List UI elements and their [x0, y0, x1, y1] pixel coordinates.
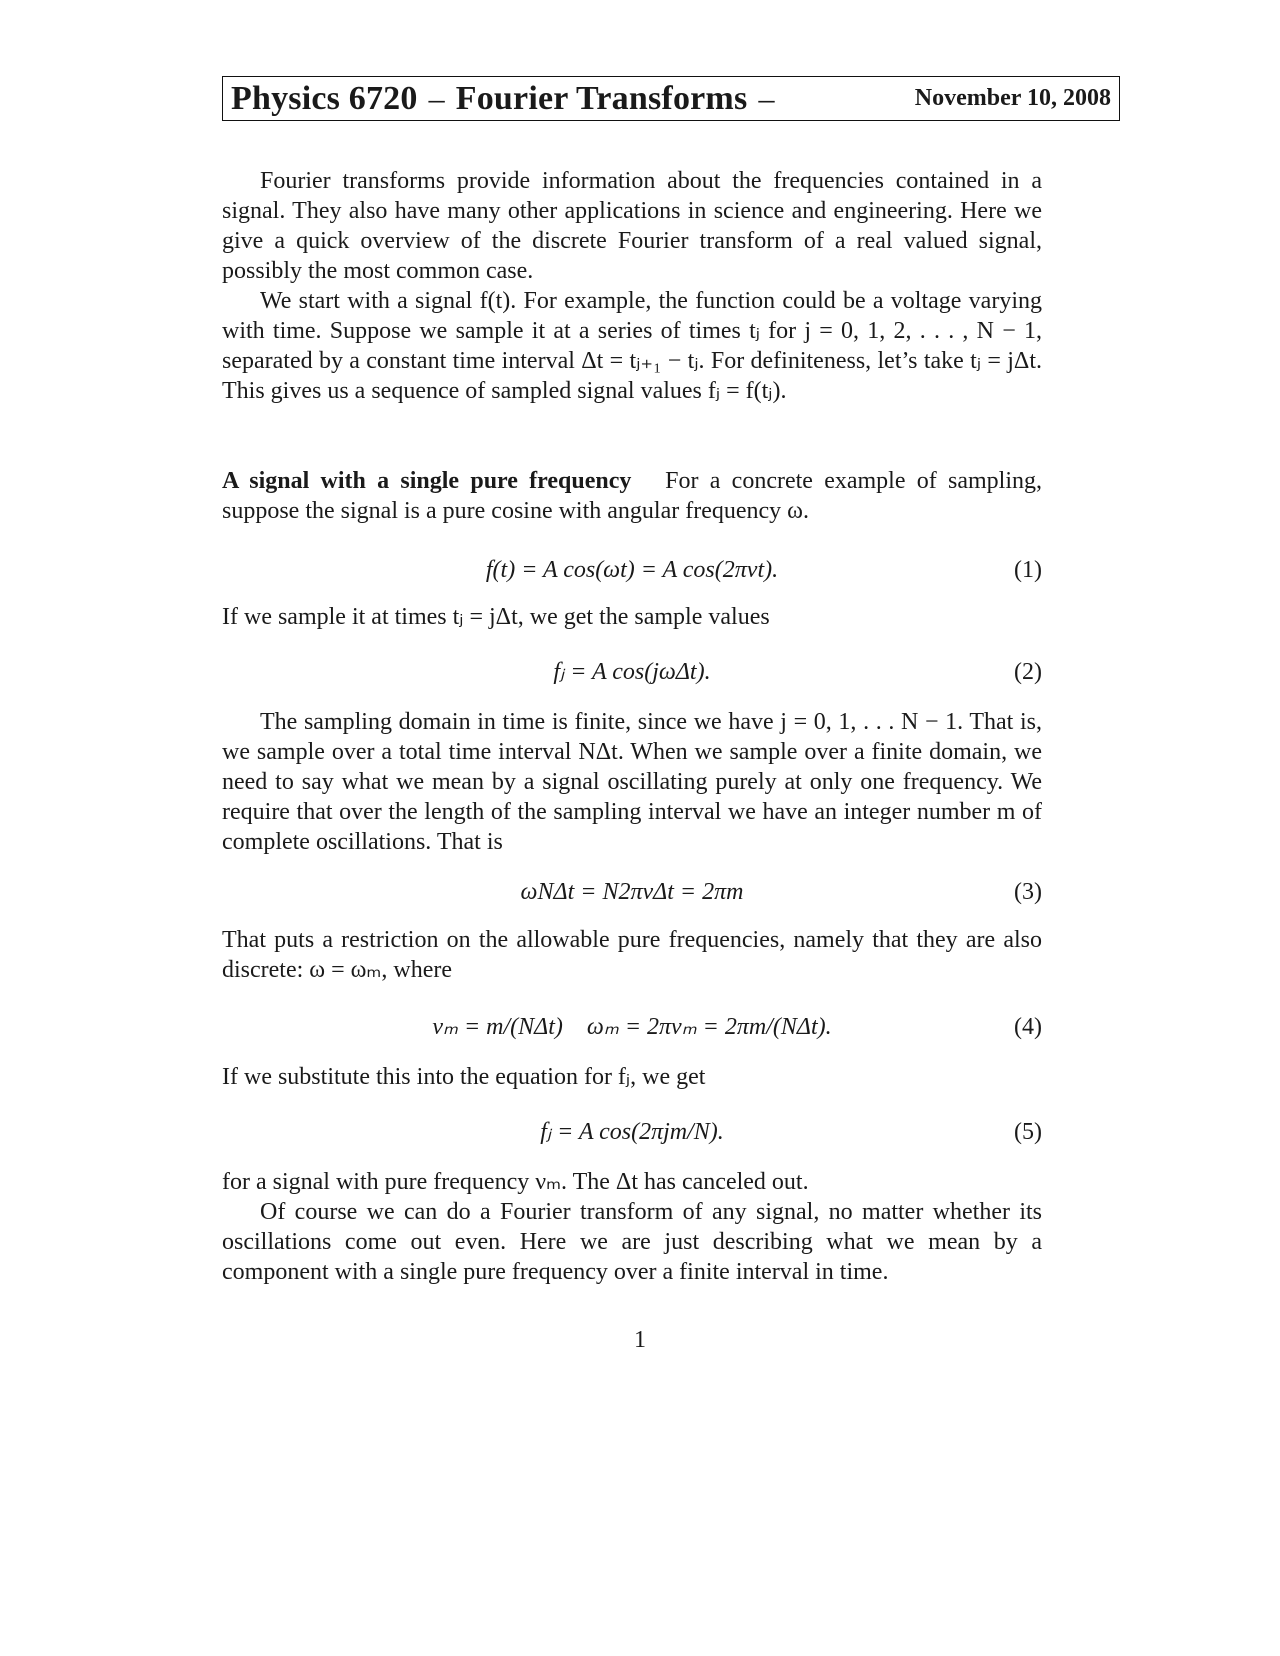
- equation-body: ωNΔt = N2πνΔt = 2πm: [520, 879, 744, 905]
- title-separator-2: –: [758, 79, 775, 116]
- equation-3: [222, 875, 1042, 909]
- substitute-paragraph: If we substitute this into the equation for fⱼ, we get: [222, 1064, 706, 1090]
- title-box: [222, 76, 1120, 121]
- equation-number: (2): [1014, 659, 1042, 685]
- equation-number: (3): [1014, 879, 1042, 905]
- section-heading: A signal with a single pure frequency: [222, 468, 632, 494]
- title-separator: –: [428, 79, 445, 116]
- equation-5: [222, 1115, 1042, 1149]
- section-paragraph: [222, 466, 1042, 526]
- equation-number: (4): [1014, 1014, 1042, 1040]
- equation-body: fⱼ = A cos(2πjm/N).: [540, 1119, 724, 1145]
- equation-body: f(t) = A cos(ωt) = A cos(2πνt).: [485, 557, 779, 583]
- equation-number: (1): [1014, 557, 1042, 583]
- restriction-paragraph: That puts a restriction on the allowable pure frequencies, namely that they are also discrete: ω = ωₘ, where: [222, 927, 1042, 983]
- equation-4: [222, 1010, 1042, 1044]
- section-intro-text: For a concrete example of sampling, suppose the signal is a pure cosine with angular frequency ω.: [222, 468, 1043, 524]
- title-heading: [231, 80, 780, 118]
- course-title: Physics 6720: [231, 79, 418, 117]
- equation-body: fⱼ = A cos(jωΔt).: [553, 659, 711, 685]
- page-number: 1: [634, 1327, 646, 1353]
- document-date: November 10, 2008: [914, 85, 1111, 111]
- intro-paragraph: Fourier transforms provide information about the frequencies contained in a signal. They also have many other applications in science and engineering. Here we give a quick overview of the discrete Fourier transform of a real valued signal, possibly the most common case.: [222, 168, 1042, 284]
- equation-body: νₘ = m/(NΔt) ωₘ = 2πνₘ = 2πm/(NΔt).: [432, 1014, 832, 1040]
- equation-number: (5): [1014, 1119, 1042, 1145]
- domain-paragraph: The sampling domain in time is finite, since we have j = 0, 1, . . . N − 1. That is, we sample over a total time interval NΔt. When we sample over a finite domain, we need to say what we mean by a signal oscillating purely at only one frequency. We require that over the length of the sampling interval we have an integer number m of complete oscillations. That is: [222, 709, 1042, 855]
- sampling-paragraph: If we sample it at times tⱼ = jΔt, we get the sample values: [222, 604, 770, 630]
- signal-paragraph: We start with a signal f(t). For example, the function could be a voltage varying with time. Suppose we sample it at a series of times tⱼ for j = 0, 1, 2, . . . , N − 1, separated by a constant time interval Δt = tⱼ₊₁ − tⱼ. For definiteness, let’s take tⱼ = jΔt. This gives us a sequence of sampled signal values fⱼ = f(tⱼ).: [222, 288, 1042, 404]
- canceled-paragraph: for a signal with pure frequency νₘ. The Δt has canceled out.: [222, 1169, 809, 1195]
- equation-2: [222, 655, 1042, 689]
- closing-paragraph: Of course we can do a Fourier transform of any signal, no matter whether its oscillations come out even. Here we are just describing what we mean by a component with a single pure frequency over a finite interval in time.: [222, 1199, 1042, 1285]
- topic-title: Fourier Transforms: [455, 79, 748, 117]
- equation-1: [222, 553, 1042, 587]
